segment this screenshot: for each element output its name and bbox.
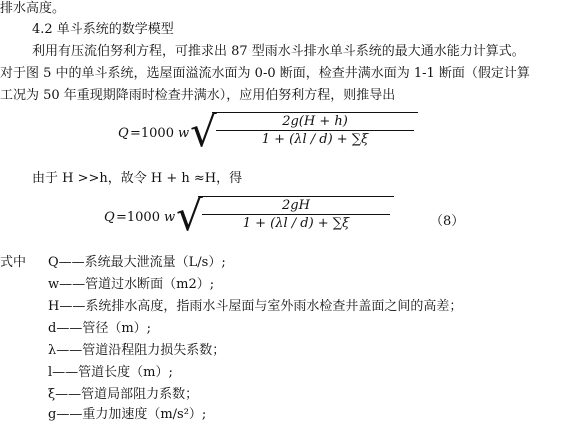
formula-1-radical: √ xyxy=(190,107,217,156)
formula-2-coefficient: =1000 xyxy=(116,210,160,225)
definition-item-xi: ξ——管道局部阻力系数； xyxy=(48,387,199,402)
paragraph-line-1: 利用有压流伯努利方程，可推求出 87 型雨水斗排水单斗系统的最大通水能力计算式。 xyxy=(32,44,525,59)
formula-1-fraction xyxy=(212,112,418,147)
section-title: 4.2 单斗系统的数学模型 xyxy=(32,22,174,37)
equation-number: （8） xyxy=(430,214,465,229)
formula-2-denominator: 1 + (λl / d) + ∑ξ xyxy=(242,216,350,231)
definition-item-q: Q——系统最大泄流量（L/s）; xyxy=(48,255,226,270)
paragraph-line-3: 工况为 50 年重现期降雨时检查井满水），应用伯努利方程，则推导出 xyxy=(0,88,396,103)
formula-1-lhs: Q xyxy=(118,126,129,141)
definitions-label: 式中 xyxy=(0,255,27,270)
definition-item-g: g——重力加速度（m/s²）; xyxy=(48,407,207,422)
formula-1-w: w xyxy=(178,126,190,141)
definition-item-w: w——管道过水断面（m2）; xyxy=(48,277,215,292)
formula-2-radical: √ xyxy=(176,191,203,240)
definition-item-h: H——系统排水高度，指雨水斗屋面与室外雨水检查井盖面之间的高差； xyxy=(48,299,463,314)
formula-2-w: w xyxy=(164,210,176,225)
assumption-line: 由于 H >>h，故令 H + h ≈H，得 xyxy=(32,171,243,186)
formula-1-numerator: 2g(H + h) xyxy=(216,113,414,131)
formula-1-denominator: 1 + (λl / d) + ∑ξ xyxy=(261,132,369,147)
formula-2-lhs: Q xyxy=(104,210,115,225)
definition-item-lambda: λ——管道沿程阻力损失系数； xyxy=(48,343,226,358)
definition-item-d: d——管径（m）; xyxy=(48,321,152,336)
formula-2-fraction xyxy=(198,196,394,231)
intro-line: 排水高度。 xyxy=(0,1,66,16)
paragraph-line-2: 对于图 5 中的单斗系统，选屋面溢流水面为 0-0 断面，检查井满水面为 1-1 断面（假定计算 xyxy=(0,66,530,81)
formula-2-numerator: 2gH xyxy=(202,197,390,215)
definition-item-l: l——管道长度（m）; xyxy=(48,365,173,380)
formula-1-coefficient: =1000 xyxy=(130,126,174,141)
